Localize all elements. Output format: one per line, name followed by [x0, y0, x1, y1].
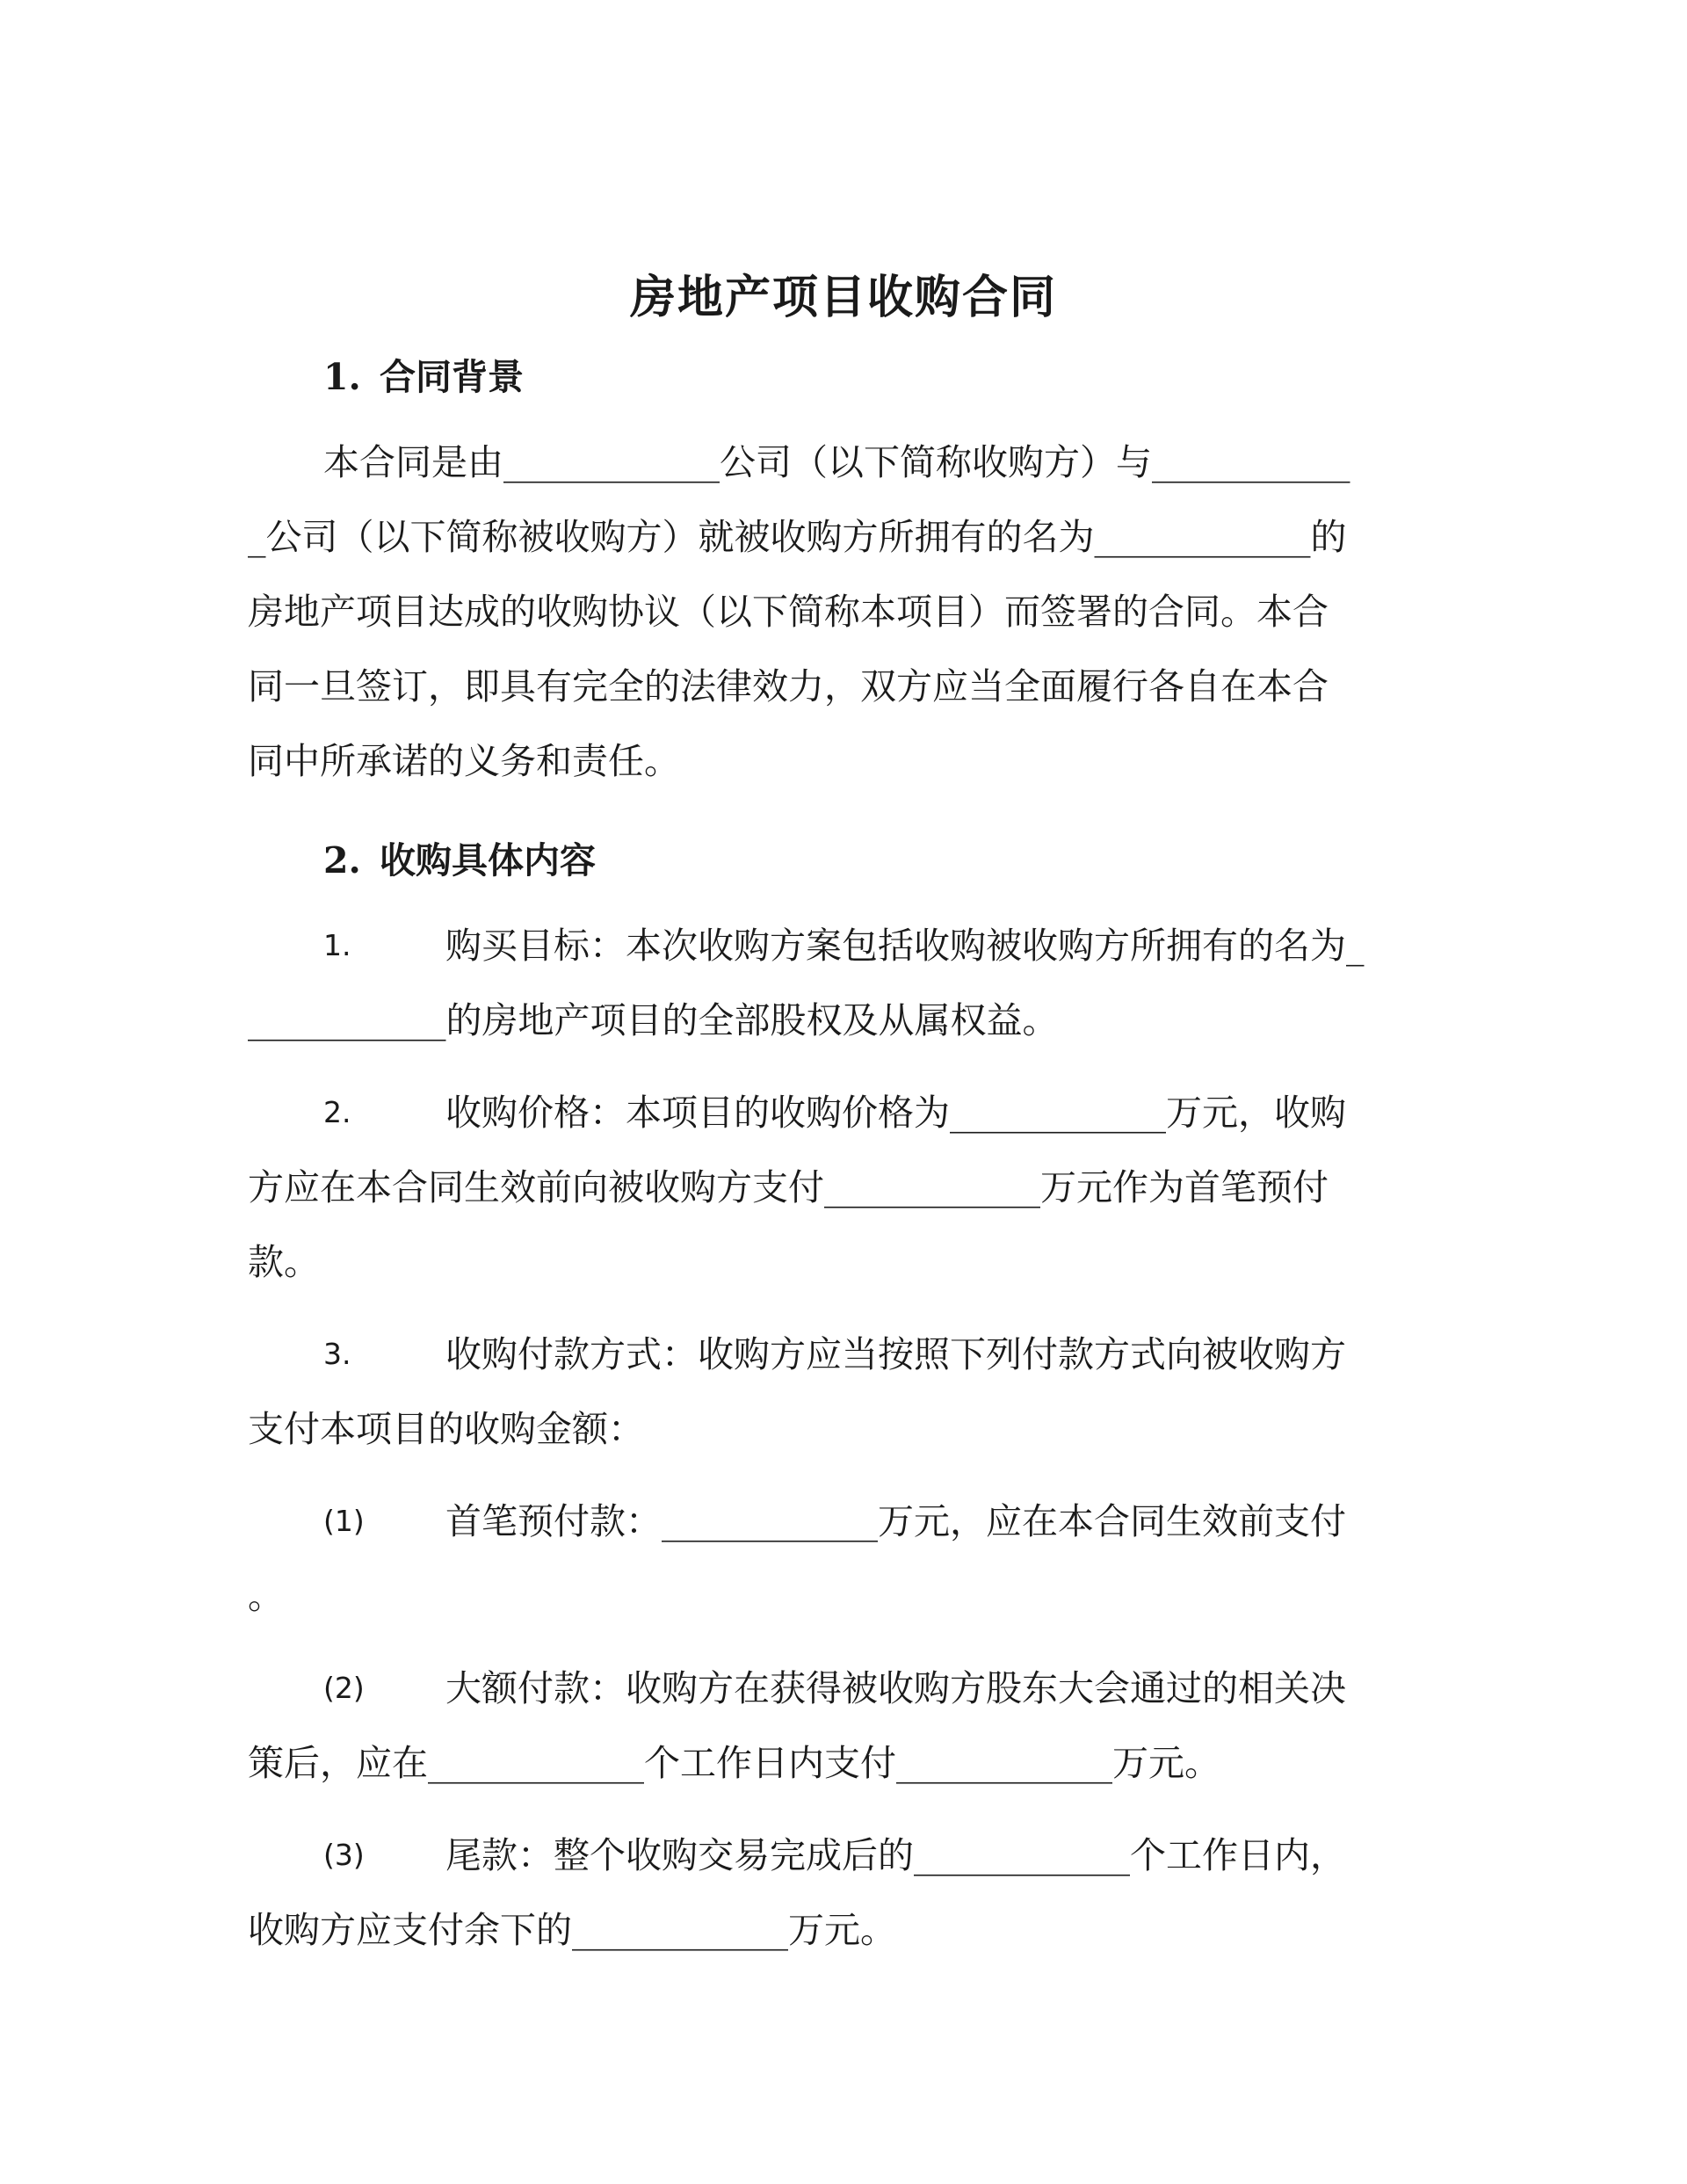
paragraph-line: 同一旦签订，即具有完全的法律效力，双方应当全面履行各自在本合 — [248, 665, 1329, 707]
section-title: 收购具体内容 — [380, 839, 596, 882]
section-number: 2. — [323, 839, 361, 882]
item-line: 方应在本合同生效前向被收购方支付____________万元作为首笔预付 — [248, 1166, 1329, 1208]
section-heading-background — [323, 348, 524, 400]
item-line: 购买目标：本次收购方案包括收购被收购方所拥有的名为_ — [445, 925, 1365, 967]
item-line: ___________的房地产项目的全部股权及从属权益。 — [248, 999, 1059, 1041]
subitem-marker: (2) — [323, 1671, 365, 1705]
item-line: 收购付款方式：收购方应当按照下列付款方式向被收购方 — [445, 1333, 1346, 1375]
subitem-line: 尾款：整个收购交易完成后的____________个工作日内， — [445, 1834, 1346, 1876]
section-title: 合同背景 — [380, 356, 524, 398]
paragraph-line: 同中所承诺的义务和责任。 — [248, 740, 680, 782]
subitem-marker: (1) — [323, 1504, 365, 1538]
paragraph-line: 房地产项目达成的收购协议（以下简称本项目）而签署的合同。本合 — [248, 591, 1329, 633]
paragraph-line: _公司（以下简称被收购方）就被收购方所拥有的名为____________的 — [248, 516, 1347, 558]
subitem-line: 收购方应支付余下的____________万元。 — [248, 1909, 896, 1951]
subitem-line: 大额付款：收购方在获得被收购方股东大会通过的相关决 — [445, 1667, 1346, 1709]
subitem-line: 首笔预付款：____________万元，应在本合同生效前支付 — [445, 1500, 1346, 1542]
item-line: 款。 — [248, 1241, 320, 1283]
item-line: 支付本项目的收购金额： — [248, 1408, 644, 1450]
section-number: 1. — [323, 356, 361, 398]
subitem-line: 策后，应在____________个工作日内支付____________万元。 — [248, 1742, 1220, 1784]
item-marker: 3. — [323, 1337, 351, 1371]
item-marker: 2. — [323, 1095, 351, 1129]
section-heading-content — [323, 831, 596, 883]
subitem-line: 。 — [248, 1575, 284, 1617]
paragraph-line: 本合同是由____________公司（以下简称收购方）与___________ — [323, 441, 1350, 483]
item-marker: 1. — [323, 928, 351, 962]
document-title: 房地产项目收购合同 — [629, 271, 1057, 324]
subitem-marker: (3) — [323, 1838, 365, 1872]
item-line: 收购价格：本项目的收购价格为____________万元，收购 — [445, 1092, 1346, 1134]
